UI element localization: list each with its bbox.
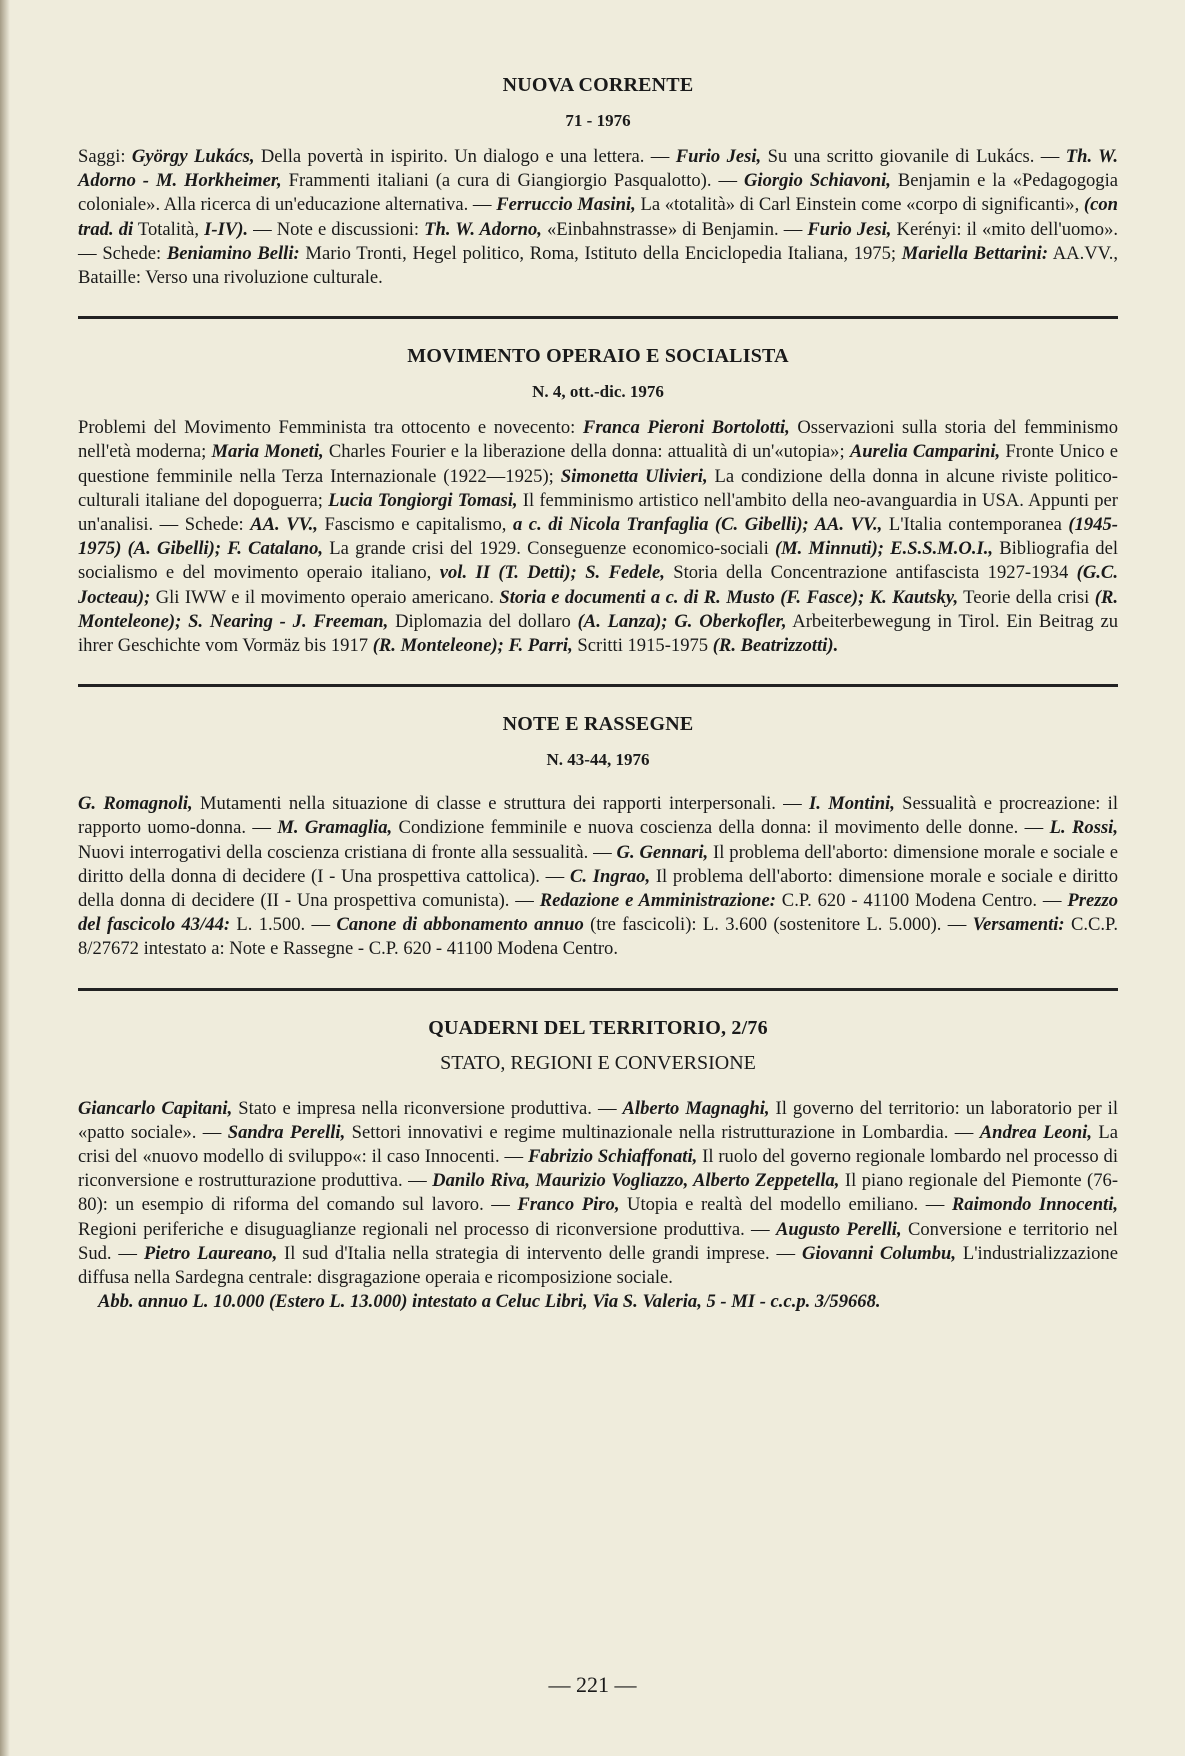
section-title: QUADERNI DEL TERRITORIO, 2/76 <box>428 1016 768 1039</box>
author-or-citation: Prezzo del fascicolo 43/44: <box>78 890 1118 936</box>
author-or-citation: Fabrizio Schiaffonati, <box>527 1146 698 1168</box>
author-or-citation: Sandra Perelli, <box>227 1121 346 1143</box>
author-or-citation: (R. Monteleone); F. Parri, <box>372 635 573 657</box>
author-or-citation: Furio Jesi, <box>807 218 892 240</box>
author-or-citation: (R. Beatrizzotti). <box>712 635 839 657</box>
section-issue: N. 43-44, 1976 <box>546 750 650 770</box>
page-number: — 221 — <box>548 1672 637 1697</box>
author-or-citation: (A. Lanza); G. Oberkofler, <box>577 610 787 632</box>
author-or-citation: M. Gramaglia, <box>277 817 393 839</box>
author-or-citation: G. Gennari, <box>616 841 709 863</box>
section-issue: N. 4, ott.-dic. 1976 <box>532 382 664 402</box>
author-or-citation: (R. Monteleone); S. Nearing - J. Freeman, <box>78 586 1118 632</box>
section-movimento-operaio <box>78 345 1118 658</box>
author-or-citation: Canone di abbonamento annuo <box>336 914 584 936</box>
subscription-info: Abb. annuo L. 10.000 (Estero L. 13.000) intestato a Celuc Libri, Via S. Valeria, 5 - MI - c.c.p. 3/59668. <box>98 1291 881 1313</box>
author-or-citation: (1945-1975) (A. Gibelli); F. Catalano, <box>78 514 1118 560</box>
section-title: MOVIMENTO OPERAIO E SOCIALISTA <box>407 345 789 368</box>
author-or-citation: Augusto Perelli, <box>775 1218 902 1240</box>
author-or-citation: Raimondo Innocenti, <box>951 1194 1119 1216</box>
author-or-citation: Giorgio Schiavoni, <box>744 170 891 192</box>
page-binding-edge <box>0 0 10 1756</box>
author-or-citation: Redazione e Amministrazione: <box>539 890 776 912</box>
author-or-citation: AA. VV., <box>250 514 318 536</box>
section-divider <box>78 316 1118 319</box>
section-note-e-rassegne <box>78 713 1118 961</box>
section-divider <box>78 988 1118 991</box>
author-or-citation: (G.C. Jocteau); <box>78 562 1118 608</box>
page-content <box>78 74 1118 1315</box>
author-or-citation: Franco Piro, <box>517 1194 620 1216</box>
author-or-citation: Mariella Bettarini: <box>901 242 1049 264</box>
author-or-citation: Danilo Riva, Maurizio Vogliazzo, Alberto Zeppetella, <box>432 1170 840 1192</box>
author-or-citation: Pietro Laureano, <box>143 1242 278 1264</box>
author-or-citation: Lucia Tongiorgi Tomasi, <box>328 489 518 511</box>
author-or-citation: I-IV). <box>204 218 249 240</box>
author-or-citation: Maria Moneti, <box>211 441 324 463</box>
author-or-citation: G. Romagnoli, <box>78 793 193 815</box>
author-or-citation: Simonetta Ulivieri, <box>560 465 708 487</box>
author-or-citation: Aurelia Camparini, <box>849 441 1001 463</box>
section-title: NOTE E RASSEGNE <box>502 713 694 736</box>
author-or-citation: C. Ingrao, <box>569 865 651 887</box>
section-issue: 71 - 1976 <box>565 111 631 130</box>
author-or-citation: I. Montini, <box>809 793 895 815</box>
author-or-citation: Alberto Magnaghi, <box>622 1097 770 1119</box>
author-or-citation: L. Rossi, <box>1049 817 1118 839</box>
section-quaderni-territorio <box>78 1017 1118 1315</box>
author-or-citation: Giovanni Columbu, <box>801 1242 957 1264</box>
author-or-citation: György Lukács, <box>131 146 255 167</box>
section-nuova-corrente <box>78 74 1118 290</box>
author-or-citation: Storia e documenti a c. di R. Musto (F. Fasce); K. Kautsky, <box>499 586 959 608</box>
author-or-citation: Furio Jesi, <box>675 146 762 167</box>
author-or-citation: vol. II (T. Detti); S. Fedele, <box>439 562 665 584</box>
author-or-citation: Ferruccio Masini, <box>496 194 636 216</box>
author-or-citation: Beniamino Belli: <box>166 242 300 264</box>
section-body: Problemi del Movimento Femminista tra ottocento e novecento: Franca Pieroni Bortolotti, Osservazioni sulla storia del femminismo nell'età moderna; Maria Moneti, Charles Fourier e la liberazione della donna: attualità di un'«utopia»; Aurelia Camparini, Fronte Unico e questione femminile nella Terza Internazionale (1922—1925); Simonetta Ulivieri, La condizione della donna in alcune riviste politico-culturali italiane del dopoguerra; Lucia Tongiorgi Tomasi, Il femminismo artistico nell'ambito della neo-avanguardia in USA. Appunti per un'analisi. — Schede: AA. VV., Fascismo e capitalismo, a c. di Nicola Tranfaglia (C. Gibelli); AA. VV., L'Italia contemporanea (1945-1975) (A. Gibelli); F. Catalano, La grande crisi del 1929. Conseguenze economico-sociali (M. Minnuti); E.S.S.M.O.I., Bibliografia del socialismo e del movimento operaio italiano, vol. II (T. Detti); S. Fedele, Storia della Concentrazione antifascista 1927-1934 (G.C. Jocteau); Gli IWW e il movimento operaio americano. Storia e documenti a c. di R. Musto (F. Fasce); K. Kautsky, Teorie della crisi (R. Monteleone); S. Nearing - J. Freeman, Diplomazia del dollaro (A. Lanza); G. Oberkofler, Arbeiterbewegung in Tirol. Ein Beitrag zu ihrer Geschichte vom Vormäz bis 1917 (R. Monteleone); F. Parri, Scritti 1915-1975 (R. Beatrizzotti). <box>78 417 1119 657</box>
section-subtitle: STATO, REGIONI E CONVERSIONE <box>440 1051 756 1074</box>
author-or-citation: a c. di Nicola Tranfaglia (C. Gibelli); AA. VV., <box>512 514 883 536</box>
section-title: NUOVA CORRENTE <box>502 74 694 96</box>
author-or-citation: Th. W. Adorno - M. Horkheimer, <box>78 146 1118 192</box>
author-or-citation: Andrea Leoni, <box>979 1121 1093 1143</box>
section-divider <box>78 684 1118 687</box>
section-body: Saggi: György Lukács, Della povertà in ispirito. Un dialogo e una lettera. — Furio Jesi, Su una scritto giovanile di Lukács. — Th. W. Adorno - M. Horkheimer, Frammenti italiani (a cura di Giangiorgio Pasqualotto). — Giorgio Schiavoni, Benjamin e la «Pedagogogia coloniale». Alla ricerca di un'educazione alternativa. — Ferruccio Masini, La «totalità» di Carl Einstein come «corpo di significanti», (con trad. di Totalità, I-IV). — Note e discussioni: Th. W. Adorno, «Einbahnstrasse» di Benjamin. — Furio Jesi, Kerényi: il «mito dell'uomo». — Schede: Beniamino Belli: Mario Tronti, Hegel politico, Roma, Istituto della Enciclopedia Italiana, 1975; Mariella Bettarini: AA.VV., Bataille: Verso una rivoluzione culturale. <box>78 146 1119 289</box>
section-body: Giancarlo Capitani, Stato e impresa nella riconversione produttiva. — Alberto Magnaghi, Il governo del territorio: un laboratorio per il «patto sociale». — Sandra Perelli, Settori innovativi e regime multinazionale nella ristrutturazione in Lombardia. — Andrea Leoni, La crisi del «nuovo modello di sviluppo«: il caso Innocenti. — Fabrizio Schiaffonati, Il ruolo del governo regionale lombardo nel processo di riconversione e rostrutturazione produttiva. — Danilo Riva, Maurizio Vogliazzo, Alberto Zeppetella, Il piano regionale del Piemonte (76-80): un esempio di riforma del comando sul lavoro. — Franco Piro, Utopia e realtà del modello emiliano. — Raimondo Innocenti, Regioni periferiche e disuguaglianze regionali nel processo di riconversione produttiva. — Augusto Perelli, Conversione e territorio nel Sud. — Pietro Laureano, Il sud d'Italia nella strategia di intervento delle grandi imprese. — Giovanni Columbu, L'industrializzazione diffusa nella Sardegna centrale: disgragazione operaia e ricomposizione sociale. <box>78 1097 1119 1289</box>
author-or-citation: Th. W. Adorno, <box>424 218 542 240</box>
author-or-citation: Giancarlo Capitani, <box>78 1097 233 1119</box>
author-or-citation: (M. Minnuti); E.S.S.M.O.I., <box>774 538 994 560</box>
author-or-citation: (con trad. di <box>78 194 1119 240</box>
section-body: G. Romagnoli, Mutamenti nella situazione di classe e struttura dei rapporti interpersonali. — I. Montini, Sessualità e procreazione: il rapporto uomo-donna. — M. Gramaglia, Condizione femminile e nuova coscienza della donna: il movimento delle donne. — L. Rossi, Nuovi interrogativi della coscienza cristiana di fronte alla sessualità. — G. Gennari, Il problema dell'aborto: dimensione morale e sociale e diritto della donna di decidere (I - Una prospettiva cattolica). — C. Ingrao, Il problema dell'aborto: dimensione morale e sociale e diritto della donna di decidere (II - Una prospettiva comunista). — Redazione e Amministrazione: C.P. 620 - 41100 Modena Centro. — Prezzo del fascicolo 43/44: L. 1.500. — Canone di abbonamento annuo (tre fascicoli): L. 3.600 (sostenitore L. 5.000). — Versamenti: C.C.P. 8/27672 intestato a: Note e Rassegne - C.P. 620 - 41100 Modena Centro. <box>78 793 1119 960</box>
author-or-citation: Versamenti: <box>972 914 1065 936</box>
author-or-citation: Franca Pieroni Bortolotti, <box>582 417 790 439</box>
